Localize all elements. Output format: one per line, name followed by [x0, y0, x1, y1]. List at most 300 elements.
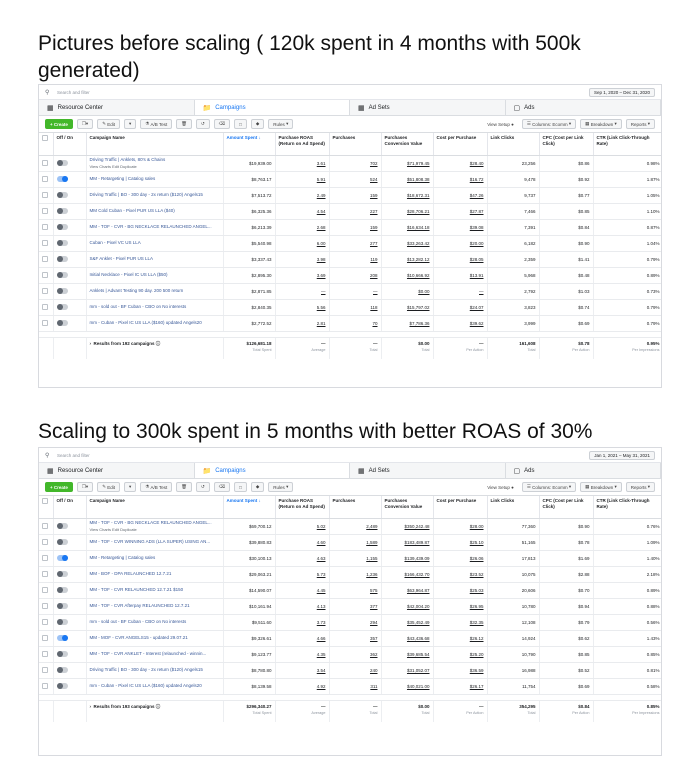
purchases-cell: 524 [329, 171, 381, 187]
roas-cell: 4.54 [275, 203, 329, 219]
columns-button[interactable]: ☰ Columns: Ecomm ▾ [522, 119, 576, 129]
cpc-cell: $0.85 [539, 646, 593, 662]
conversion-value-cell: $43,436.68 [381, 630, 433, 646]
undo-button[interactable] [196, 482, 210, 492]
campaign-toggle[interactable] [53, 662, 86, 678]
heading-after-scaling: Scaling to 300k spent in 5 months with better ROAS of 30% [38, 420, 593, 443]
tab-ads[interactable]: ▢ Ads [506, 100, 662, 115]
tag-button[interactable] [251, 482, 264, 492]
campaign-toggle[interactable] [53, 518, 86, 534]
conversion-value-cell: $10,666.92 [381, 267, 433, 283]
info-icon: ⓘ [154, 703, 161, 709]
toggle-dot-icon: ● [509, 484, 514, 490]
campaign-toggle[interactable] [53, 171, 86, 187]
ab-test-button[interactable]: ⚗ A/B Test [140, 482, 172, 492]
col-header-roas[interactable]: Purchase ROAS (Return on Ad Spend) [275, 133, 329, 155]
duplicate-button[interactable] [77, 482, 93, 492]
delete-button[interactable] [176, 119, 192, 129]
cpc-cell: $0.79 [539, 614, 593, 630]
col-header-roas[interactable]: Purchase ROAS (Return on Ad Spend) [275, 496, 329, 518]
row-checkbox[interactable] [39, 662, 53, 678]
level-tabs [39, 100, 661, 116]
total-cpc: $0.84 Per Action [539, 700, 593, 722]
purchases-cell: 357 [329, 630, 381, 646]
trash-icon: 🗑 [181, 484, 187, 489]
tab-campaigns[interactable]: 📁 Campaigns [195, 463, 351, 478]
table-row[interactable] [39, 203, 662, 219]
row-checkbox[interactable] [39, 283, 53, 299]
chevron-down-icon: ▾ [567, 121, 572, 126]
roas-cell: 4.92 [275, 678, 329, 694]
campaign-rows [39, 518, 662, 722]
campaign-name-link[interactable]: mm - sold out - BF Cuban - CBO on No interests [86, 299, 223, 315]
campaign-name-link[interactable]: mm - sold out - BF Cuban - CBO on No interests [86, 614, 223, 630]
campaign-name-link[interactable]: mm - Cuban - Pixel IC US LLA ($160) updated Angels20 [86, 315, 223, 331]
cpc-cell: $0.85 [539, 203, 593, 219]
table-row[interactable] [39, 630, 662, 646]
table-row[interactable] [39, 219, 662, 235]
tab-ad-sets[interactable]: ▦ Ad Sets [350, 463, 506, 478]
totals-row [39, 337, 662, 359]
table-row[interactable] [39, 662, 662, 678]
cpc-cell: $0.86 [539, 155, 593, 171]
row-checkbox[interactable] [39, 614, 53, 630]
table-row[interactable] [39, 678, 662, 694]
ctr-cell: 1.05% [593, 187, 662, 203]
cost-per-purchase-cell: $32.35 [433, 614, 487, 630]
amount-spent-cell: $7,513.72 [223, 187, 275, 203]
tab-resource-center[interactable]: ▦ Resource Center [39, 463, 195, 478]
breakdown-button[interactable]: ▦ Breakdown ▾ [580, 119, 622, 129]
search-input[interactable]: Search and filter [57, 452, 90, 458]
campaign-name-link[interactable]: MM Cold Cuban - Pixel PUR US LLA ($40) [86, 203, 223, 219]
cost-per-purchase-cell: $26.95 [433, 598, 487, 614]
campaign-toggle[interactable] [53, 646, 86, 662]
view-setup-toggle[interactable]: View Setup ● [487, 121, 514, 127]
date-range-picker[interactable]: Jan 1, 2021 – May 31, 2021 [589, 451, 655, 460]
campaign-toggle[interactable] [53, 566, 86, 582]
row-checkbox[interactable] [39, 550, 53, 566]
chevron-down-icon: ▾ [646, 484, 650, 489]
delete-button[interactable] [176, 482, 192, 492]
row-checkbox[interactable] [39, 267, 53, 283]
campaign-name-link[interactable]: MM - MOF - CVR ANGELS15 - updated 29.07.21 [86, 630, 223, 646]
campaign-name-link[interactable]: MM - BOF - DPA RELAUNCHED 12.7.21 [86, 566, 223, 582]
campaign-toggle[interactable] [53, 267, 86, 283]
cpc-cell: $0.74 [539, 299, 593, 315]
ctr-cell: 1.87% [593, 171, 662, 187]
cpc-cell: $0.69 [539, 678, 593, 694]
campaign-toggle[interactable] [53, 299, 86, 315]
col-header-campaign-name[interactable]: Campaign Name [86, 133, 223, 155]
link-clicks-cell: 14,924 [487, 630, 539, 646]
table-row[interactable] [39, 235, 662, 251]
row-actions[interactable]: View Charts Edit Duplicate [89, 163, 137, 169]
breakdown-button[interactable]: ▦ Breakdown ▾ [580, 482, 622, 492]
conversion-value-cell: $15,797.02 [381, 299, 433, 315]
total-cpc: $0.78 Per Action [539, 337, 593, 359]
amount-spent-cell: $10,161.94 [223, 598, 275, 614]
trash-icon: 🗑 [181, 121, 187, 126]
row-checkbox[interactable] [39, 219, 53, 235]
campaign-name-link[interactable]: MM - Retargeting | Catalog sales [86, 171, 223, 187]
amount-spent-cell: $9,511.60 [223, 614, 275, 630]
campaign-toggle[interactable] [53, 630, 86, 646]
col-header-link-clicks[interactable]: Link Clicks [487, 496, 539, 518]
link-clicks-cell: 20,606 [487, 582, 539, 598]
row-checkbox[interactable] [39, 203, 53, 219]
table-row[interactable] [39, 550, 662, 566]
campaign-toggle[interactable] [53, 219, 86, 235]
campaign-name-link[interactable]: S&F Anklet - Pixel PUR US LLA [86, 251, 223, 267]
campaign-toggle[interactable] [53, 598, 86, 614]
table-row[interactable] [39, 598, 662, 614]
link-clicks-cell: 10,075 [487, 566, 539, 582]
chevron-down-icon: ▾ [284, 121, 289, 126]
cpc-cell: $0.62 [539, 630, 593, 646]
trash-button[interactable] [214, 482, 230, 492]
rules-button[interactable]: Rules ▾ [268, 119, 293, 129]
create-button[interactable]: + Create [45, 482, 73, 492]
purchases-cell: 311 [329, 678, 381, 694]
row-checkbox[interactable] [39, 630, 53, 646]
col-header-amount-spent[interactable]: Amount Spent ↓ [223, 133, 275, 155]
trash-button[interactable] [214, 119, 230, 129]
campaign-toggle[interactable] [53, 235, 86, 251]
campaign-name-link[interactable]: MM - TOF - CVR WINNING ADS (LLA SUPER) USING AN... [86, 534, 223, 550]
table-row[interactable] [39, 171, 662, 187]
table-row[interactable] [39, 299, 662, 315]
col-header-purchases[interactable]: Purchases [329, 496, 381, 518]
ctr-cell: 1.04% [593, 235, 662, 251]
chevron-right-icon: › [89, 340, 94, 346]
heading-before-scaling: Pictures before scaling ( 120k spent in 4 months with 500k generated) [38, 32, 581, 82]
tab-campaigns[interactable]: 📁 Campaigns [195, 100, 351, 115]
cost-per-purchase-cell: $25.20 [433, 646, 487, 662]
conversion-value-cell: $35,452.49 [381, 614, 433, 630]
roas-cell: 3.69 [275, 267, 329, 283]
campaign-toggle[interactable] [53, 582, 86, 598]
tag-button[interactable] [251, 119, 264, 129]
cpc-cell: $0.78 [539, 534, 593, 550]
col-header-link-clicks[interactable]: Link Clicks [487, 133, 539, 155]
col-header-cpc[interactable]: CPC (Cost per Link Click) [539, 133, 593, 155]
cost-per-purchase-cell: $27.87 [433, 203, 487, 219]
ctr-cell: 1.43% [593, 630, 662, 646]
total-value: $0.00 Total [381, 700, 433, 722]
campaign-name-link[interactable]: Driving Traffic | BO - 300 day - 2x return ($120) Angels15 [86, 662, 223, 678]
campaign-name-link[interactable]: MM - TOF - CVR RELAUNCHED 12.7.21 $150 [86, 582, 223, 598]
cpc-cell: $0.48 [539, 267, 593, 283]
cpc-cell: $2.88 [539, 566, 593, 582]
purchases-cell: 119 [329, 251, 381, 267]
search-input[interactable]: Search and filter [57, 89, 90, 95]
col-header-purchases[interactable]: Purchases [329, 133, 381, 155]
cost-per-purchase-cell: $26.17 [433, 678, 487, 694]
toolbar [39, 116, 661, 133]
more-dropdown-button[interactable] [124, 482, 136, 492]
row-checkbox[interactable] [39, 155, 53, 171]
cost-per-purchase-cell: $25.03 [433, 582, 487, 598]
conversion-value-cell: $39,685.54 [381, 646, 433, 662]
row-checkbox[interactable] [39, 598, 53, 614]
campaign-toggle[interactable] [53, 283, 86, 299]
conversion-value-cell: $183,489.87 [381, 534, 433, 550]
table-row[interactable] [39, 582, 662, 598]
comment-icon: □ [239, 484, 242, 490]
cost-per-purchase-cell: $39.08 [433, 219, 487, 235]
duplicate-button[interactable] [77, 119, 93, 129]
campaign-toggle[interactable] [53, 678, 86, 694]
cpc-cell: $0.92 [539, 171, 593, 187]
total-clicks: 354,295 Total [487, 700, 539, 722]
tab-ad-sets[interactable]: ▦ Ad Sets [350, 100, 506, 115]
conversion-value-cell: $7,786.36 [381, 315, 433, 331]
campaign-name-link[interactable]: Anklets | Advant Testing 90 day. 200 500 return [86, 283, 223, 299]
columns-button[interactable]: ☰ Columns: Ecomm ▾ [522, 482, 576, 492]
ctr-cell: 0.73% [593, 283, 662, 299]
row-checkbox[interactable] [39, 678, 53, 694]
cost-per-purchase-cell: $28.00 [433, 518, 487, 534]
reports-button[interactable]: Reports ▾ [626, 119, 655, 129]
conversion-value-cell: $0.00 [381, 283, 433, 299]
ctr-cell: 0.89% [593, 267, 662, 283]
pencil-icon: ✎ [102, 484, 108, 489]
purchases-cell: 118 [329, 299, 381, 315]
undo-button[interactable] [196, 119, 210, 129]
date-range-picker[interactable]: Sep 1, 2020 – Dec 31, 2020 [589, 88, 655, 97]
roas-cell: 4.63 [275, 550, 329, 566]
row-checkbox[interactable] [39, 187, 53, 203]
col-header-ctr[interactable]: CTR (Link Click-Through Rate) [593, 133, 662, 155]
total-roas: — Average [275, 700, 329, 722]
cpc-cell: $0.52 [539, 662, 593, 678]
cost-per-purchase-cell: $28.05 [433, 251, 487, 267]
campaign-name-link[interactable]: MM - TOF - CVR ANKLET - Interest (relaunched - winnin... [86, 646, 223, 662]
undo-icon: ↺ [200, 484, 205, 489]
conversion-value-cell: $31,052.07 [381, 662, 433, 678]
chevron-down-icon: ▾ [567, 484, 572, 489]
cpc-cell: $0.94 [539, 598, 593, 614]
roas-cell: 6.00 [275, 235, 329, 251]
total-purchases: — Total [329, 337, 381, 359]
cpc-cell: $1.41 [539, 251, 593, 267]
purchases-cell: 277 [329, 235, 381, 251]
table-row[interactable] [39, 646, 662, 662]
col-header-conversion-value[interactable]: Purchases Conversion Value [381, 496, 433, 518]
campaign-toggle[interactable] [53, 315, 86, 331]
purchases-cell: 159 [329, 187, 381, 203]
col-header-cpc[interactable]: CPC (Cost per Link Click) [539, 496, 593, 518]
grid-icon: ▦ [358, 104, 365, 112]
total-purchases: — Total [329, 700, 381, 722]
col-header-off-on: Off / On [53, 496, 86, 518]
conversion-value-cell: $16,634.18 [381, 219, 433, 235]
purchases-cell: 159 [329, 219, 381, 235]
cost-per-purchase-cell: $25.10 [433, 534, 487, 550]
table-row[interactable] [39, 187, 662, 203]
reports-button[interactable]: Reports ▾ [626, 482, 655, 492]
campaign-toggle[interactable] [53, 155, 86, 171]
chevron-down-icon: ▾ [646, 121, 650, 126]
row-checkbox[interactable] [39, 566, 53, 582]
tab-ads[interactable]: ▢ Ads [506, 463, 662, 478]
search-bar [39, 448, 661, 463]
amount-spent-cell: $8,139.58 [223, 678, 275, 694]
total-spent: $126,681.18 Total Spent [223, 337, 275, 359]
amount-spent-cell: $2,895.30 [223, 267, 275, 283]
chevron-right-icon: › [89, 703, 94, 709]
columns-icon: ☰ [526, 484, 533, 489]
select-all-checkbox[interactable] [39, 496, 53, 518]
conversion-value-cell: $18,672.31 [381, 187, 433, 203]
cost-per-purchase-cell: — [433, 283, 487, 299]
row-checkbox[interactable] [39, 646, 53, 662]
cpc-cell: $0.70 [539, 582, 593, 598]
square-icon: ▢ [513, 467, 521, 475]
cpc-cell: $0.84 [539, 219, 593, 235]
info-icon: ⓘ [154, 340, 161, 346]
conversion-value-cell: $40,021.00 [381, 678, 433, 694]
row-actions[interactable]: View Charts Edit Duplicate [89, 526, 137, 532]
cost-per-purchase-cell: $23.52 [433, 566, 487, 582]
campaigns-table [39, 496, 662, 722]
level-tabs [39, 463, 661, 479]
total-cpp: — Per Action [433, 700, 487, 722]
cpc-cell: $1.69 [539, 550, 593, 566]
campaign-toggle[interactable] [53, 534, 86, 550]
ctr-cell: 0.58% [593, 678, 662, 694]
table-row[interactable] [39, 251, 662, 267]
view-setup-toggle[interactable]: View Setup ● [487, 484, 514, 490]
total-value: $0.00 Total [381, 337, 433, 359]
campaign-toggle[interactable] [53, 550, 86, 566]
square-icon: ▢ [513, 104, 521, 112]
campaign-name-link[interactable]: MM - TOF - CVR - BG NECKLACE RELAUNCHED ANGEL... View Charts Edit Duplicate [86, 518, 223, 534]
undo-icon: ↺ [200, 121, 205, 126]
rules-button[interactable]: Rules ▾ [268, 482, 293, 492]
roas-cell: 2.68 [275, 219, 329, 235]
more-dropdown-button[interactable] [124, 119, 136, 129]
campaign-toggle[interactable] [53, 187, 86, 203]
campaign-name-link[interactable]: MM - TOF - CVR Afterpay RELAUNCHED 12.7.21 [86, 598, 223, 614]
edit-button[interactable]: ✎ Edit [97, 482, 120, 492]
create-button[interactable]: + Create [45, 119, 73, 129]
campaigns-table [39, 133, 662, 359]
folder-icon: 📁 [202, 104, 212, 112]
link-clicks-cell: 77,360 [487, 518, 539, 534]
campaign-toggle[interactable] [53, 203, 86, 219]
cost-per-purchase-cell: $26.12 [433, 630, 487, 646]
table-row[interactable] [39, 614, 662, 630]
row-checkbox[interactable] [39, 251, 53, 267]
row-checkbox[interactable] [39, 582, 53, 598]
col-header-ctr[interactable]: CTR (Link Click-Through Rate) [593, 496, 662, 518]
conversion-value-cell: $13,282.12 [381, 251, 433, 267]
campaign-name-link[interactable]: MM - TOF - CVR - BG NECKLACE RELAUNCHED ANGEL... [86, 219, 223, 235]
table-row[interactable] [39, 518, 662, 534]
campaign-name-link[interactable]: Driving Traffic | BO - 300 day - 2x return ($120) Angels15 [86, 187, 223, 203]
total-roas: — Average [275, 337, 329, 359]
table-row[interactable] [39, 267, 662, 283]
table-row[interactable] [39, 534, 662, 550]
col-header-campaign-name[interactable]: Campaign Name [86, 496, 223, 518]
cost-per-purchase-cell: $26.06 [433, 550, 487, 566]
campaign-toggle[interactable] [53, 251, 86, 267]
campaign-toggle[interactable] [53, 614, 86, 630]
columns-icon: ☰ [526, 121, 533, 126]
chevron-down-icon: ▾ [613, 484, 617, 489]
table-row[interactable] [39, 155, 662, 171]
duplicate-icon: ❐▾ [81, 484, 89, 489]
search-icon: ⚲ [45, 452, 50, 459]
col-header-amount-spent[interactable]: Amount Spent ↓ [223, 496, 275, 518]
conversion-value-cell: $33,263.42 [381, 235, 433, 251]
row-checkbox[interactable] [39, 518, 53, 534]
grid-icon: ▦ [47, 104, 54, 112]
link-clicks-cell: 3,999 [487, 315, 539, 331]
tab-resource-center[interactable]: ▦ Resource Center [39, 100, 195, 115]
ctr-cell: 0.79% [593, 299, 662, 315]
comment-button[interactable] [234, 482, 247, 492]
edit-button[interactable]: ✎ Edit [97, 119, 120, 129]
pencil-icon: ✎ [102, 121, 108, 126]
grid-icon: ▦ [358, 467, 365, 475]
table-row[interactable] [39, 283, 662, 299]
col-header-conversion-value[interactable]: Purchases Conversion Value [381, 133, 433, 155]
link-clicks-cell: 2,359 [487, 251, 539, 267]
row-checkbox[interactable] [39, 534, 53, 550]
select-all-checkbox[interactable] [39, 133, 53, 155]
total-ctr: 0.85% Per Impressions [593, 700, 662, 722]
ctr-cell: 0.76% [593, 518, 662, 534]
col-header-cost-per-purchase[interactable]: Cost per Purchase [433, 496, 487, 518]
total-cpp: — Per Action [433, 337, 487, 359]
ctr-cell: 0.79% [593, 315, 662, 331]
flask-icon: ⚗ [145, 121, 151, 126]
campaign-name-link[interactable]: MM - Retargeting | Catalog sales [86, 550, 223, 566]
row-checkbox[interactable] [39, 299, 53, 315]
tag-icon: ◆ [255, 484, 260, 489]
amount-spent-cell: $19,939.00 [223, 155, 275, 171]
purchases-cell: 240 [329, 662, 381, 678]
toolbar [39, 479, 661, 496]
link-clicks-cell: 9,478 [487, 171, 539, 187]
table-row[interactable] [39, 566, 662, 582]
ab-test-button[interactable]: ⚗ A/B Test [140, 119, 172, 129]
amount-spent-cell: $8,780.80 [223, 662, 275, 678]
cpc-cell: $0.90 [539, 518, 593, 534]
conversion-value-cell: $63,964.87 [381, 582, 433, 598]
row-checkbox[interactable] [39, 171, 53, 187]
link-clicks-cell: 7,391 [487, 219, 539, 235]
campaign-name-link[interactable]: Initial Necklace - Pixel IC US LLA ($50) [86, 267, 223, 283]
row-checkbox[interactable] [39, 315, 53, 331]
link-clicks-cell: 2,792 [487, 283, 539, 299]
amount-spent-cell: $9,326.61 [223, 630, 275, 646]
campaign-name-link[interactable]: mm - Cuban - Pixel IC US LLA ($160) updated Angels20 [86, 678, 223, 694]
campaign-name-link[interactable]: Driving Traffic | Anklets, 80's & Chains View Charts Edit Duplicate [86, 155, 223, 171]
ctr-cell: 0.85% [593, 646, 662, 662]
purchases-cell: 377 [329, 598, 381, 614]
comment-button[interactable] [234, 119, 247, 129]
table-row[interactable] [39, 315, 662, 331]
link-clicks-cell: 6,182 [487, 235, 539, 251]
row-checkbox[interactable] [39, 235, 53, 251]
purchases-cell: 702 [329, 155, 381, 171]
campaign-name-link[interactable]: Cuban - Pixel VC US LLA [86, 235, 223, 251]
col-header-cost-per-purchase[interactable]: Cost per Purchase [433, 133, 487, 155]
